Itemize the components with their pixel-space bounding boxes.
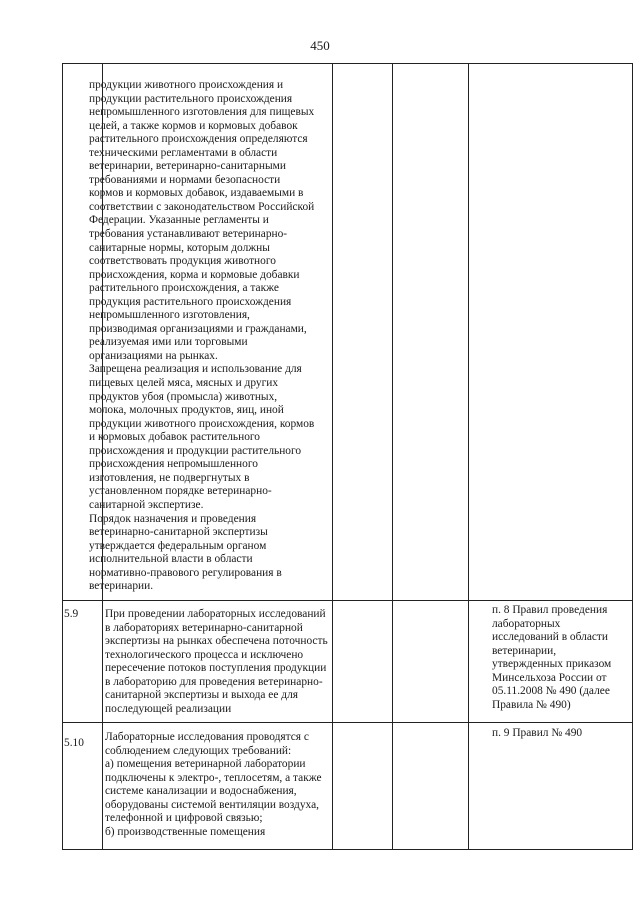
column-divider [392, 63, 393, 850]
table-row-requirement: Лабораторные исследования проводятся с соблюдением следующих требований: а) помещения ветеринарной лаборатории подключены к электро-, теплосетям, а также системе канализации и водоснабжения, оборудованы системой вентиляции воздуха, телефонной и цифровой связью; б) производственные помещения [105, 731, 322, 838]
page-number: 450 [310, 38, 330, 53]
table-border-right [632, 63, 633, 850]
table-border-top [62, 63, 633, 64]
table-row-requirement: При проведении лабораторных исследований в лабораториях ветеринарно-санитарной экспертизы на рынках обеспечена поточность технологического процесса и исключено пересечение потоков поступления продукции в лабораторию для проведения ветеринарно- санитарной экспертизы и выхода ее для последующей реализации [105, 608, 328, 715]
column-divider [468, 63, 469, 850]
table-border-left [62, 63, 63, 850]
table-row-number: 5.9 [64, 608, 79, 620]
table-row-requirement: продукции животного происхождения и продукции растительного происхождения непромышленного изготовления для пищевых целей, а также кормов и кормовых добавок растительного происхождения определяются техническими регламентами в области ветеринарии, ветеринарно-санитарными требованиями и нормами безопасности кормов и кормовых добавок, издаваемыми в соответствии с законодательством Российской Федерации. Указанные регламенты и требования устанавливают ветеринарно- санитарные нормы, которым должны соответствовать продукция животного происхождения, корма и кормовые добавки растительного происхождения, а также продукция растительного происхождения непромышленного изготовления, производимая организациями и гражданами, реализуемая ими или торговыми организациями на рынках. Запрещена реализация и использование для пищевых целей мяса, мясных и других продуктов убоя (промысла) животных, молока, молочных продуктов, яиц, иной продукции животного происхождения, кормов и кормовых добавок растительного происхождения и продукции растительного происхождения непромышленного изготовления, не подвергнутых в установленном порядке ветеринарно- санитарной экспертизе. Порядок назначения и проведения ветеринарно-санитарной экспертизы утверждается федеральным органом исполнительной власти в области нормативно-правового регулирования в ветеринарии. [89, 79, 315, 593]
row-divider [62, 722, 633, 723]
requirements-table [62, 63, 633, 850]
table-border-bottom [62, 849, 633, 850]
table-row-reference: п. 9 Правил № 490 [492, 727, 583, 739]
column-divider [332, 63, 333, 850]
row-divider [62, 600, 633, 601]
table-row-number: 5.10 [64, 737, 84, 749]
table-row-reference: п. 8 Правил проведения лабораторных исследований в области ветеринарии, утвержденных приказом Минсельхоза России от 05.11.2008 № 490 (далее Правила № 490) [492, 604, 612, 711]
